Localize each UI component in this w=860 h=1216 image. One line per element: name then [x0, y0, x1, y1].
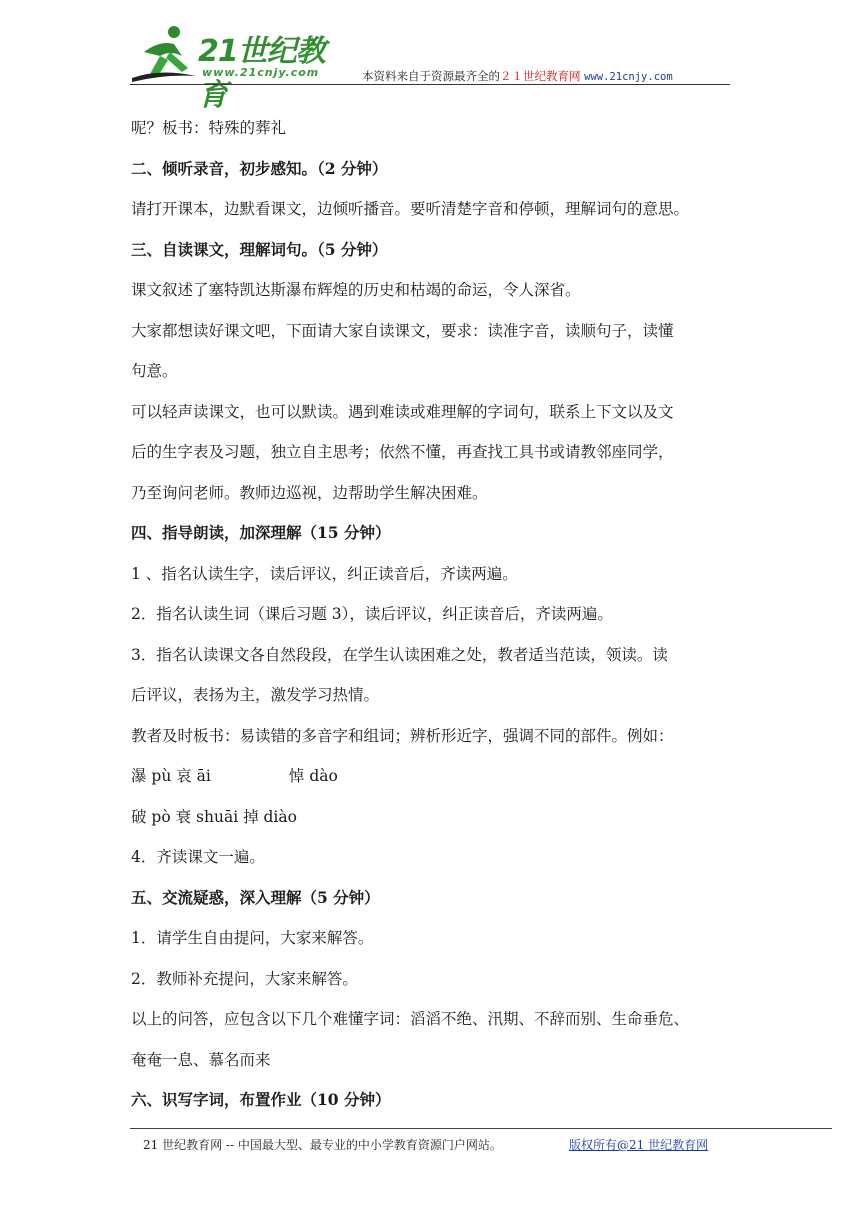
- footer-divider: [130, 1128, 832, 1129]
- logo-wordmark: 21世纪教育: [198, 34, 325, 113]
- runner-logo-icon: [130, 22, 200, 84]
- document-body: [131, 108, 735, 1121]
- paragraph-line: 乃至询问老师。教师边巡视，边帮助学生解决困难。: [131, 483, 488, 502]
- source-url-link[interactable]: www.21cnjy.com: [584, 71, 673, 83]
- pinyin-group: 瀑 pù 哀 āi: [131, 767, 211, 785]
- list-item: 4．齐读课文一遍。: [131, 848, 265, 866]
- paragraph-line: 呢？板书：特殊的葬礼: [131, 119, 287, 137]
- list-item: 3．指名认读课文各自然段段，在学生认读困难之处，教者适当范读，领读。读: [131, 645, 668, 664]
- section-heading: 四、指导朗读，加深理解（15 分钟）: [131, 523, 391, 542]
- source-prefix: 本资料来自于资源最齐全的: [362, 69, 500, 83]
- paragraph-line: 句意。: [131, 362, 178, 380]
- section-heading: 五、交流疑惑，深入理解（5 分钟）: [131, 887, 380, 907]
- list-item: 1．请学生自由提问，大家来解答。: [131, 929, 374, 947]
- paragraph-line: 请打开课本，边默看课文，边倾听播音。要听清楚字音和停顿，理解词句的意思。: [131, 200, 690, 218]
- section-heading: 六、识写字词，布置作业（10 分钟）: [131, 1090, 391, 1109]
- header-source-note: [362, 68, 673, 84]
- source-brand-link[interactable]: ２１世纪教育网: [500, 69, 581, 83]
- footer-tagline: 21 世纪教育网 -- 中国最大型、最专业的中小学教育资源门户网站。: [143, 1138, 502, 1152]
- paragraph-line: 大家都想读好课文吧，下面请大家自读课文，要求：读准字音，读顺句子，读懂: [131, 321, 674, 340]
- paragraph-line: 课文叙述了塞特凯达斯瀑布辉煌的历史和枯竭的命运，令人深省。: [131, 281, 581, 299]
- paragraph-line: 以上的问答，应包含以下几个难懂字词：滔滔不绝、汛期、不辞而别、生命垂危、: [131, 1010, 690, 1028]
- section-heading: 三、自读课文，理解词句。（5 分钟）: [131, 239, 388, 259]
- paragraph-line: 奄奄一息、慕名而来: [131, 1050, 271, 1069]
- list-item: 1 、指名认读生字，读后评议，纠正读音后，齐读两遍。: [131, 564, 518, 583]
- page-footer: [143, 1136, 709, 1153]
- list-item: 2．指名认读生词（课后习题 3），读后评议，纠正读音后，齐读两遍。: [131, 605, 613, 623]
- page-header: [130, 22, 730, 113]
- header-divider: [130, 84, 730, 85]
- logo-url: www.21cnjy.com: [202, 66, 320, 79]
- pinyin-row: [131, 756, 735, 797]
- section-heading: 二、倾听录音，初步感知。（2 分钟）: [131, 158, 388, 178]
- site-logo[interactable]: [130, 22, 340, 113]
- paragraph-line: 教者及时板书：易读错的多音字和组词；辨析形近字，强调不同的部件。例如：: [131, 726, 674, 745]
- paragraph-line: 后评议，表扬为主，激发学习热情。: [131, 686, 380, 704]
- copyright-link[interactable]: 版权所有@21 世纪教育网: [569, 1138, 709, 1152]
- paragraph-line: 后的生字表及习题，独立自主思考；依然不懂，再查找工具书或请教邻座同学，: [131, 443, 674, 461]
- list-item: 2．教师补充提问，大家来解答。: [131, 969, 358, 988]
- paragraph-line: 可以轻声读课文，也可以默读。遇到难读或难理解的字词句，联系上下文以及文: [131, 402, 674, 421]
- pinyin-row: 破 pò 衰 shuāi 掉 diào: [131, 807, 297, 826]
- pinyin-group: 悼 dào: [288, 767, 338, 785]
